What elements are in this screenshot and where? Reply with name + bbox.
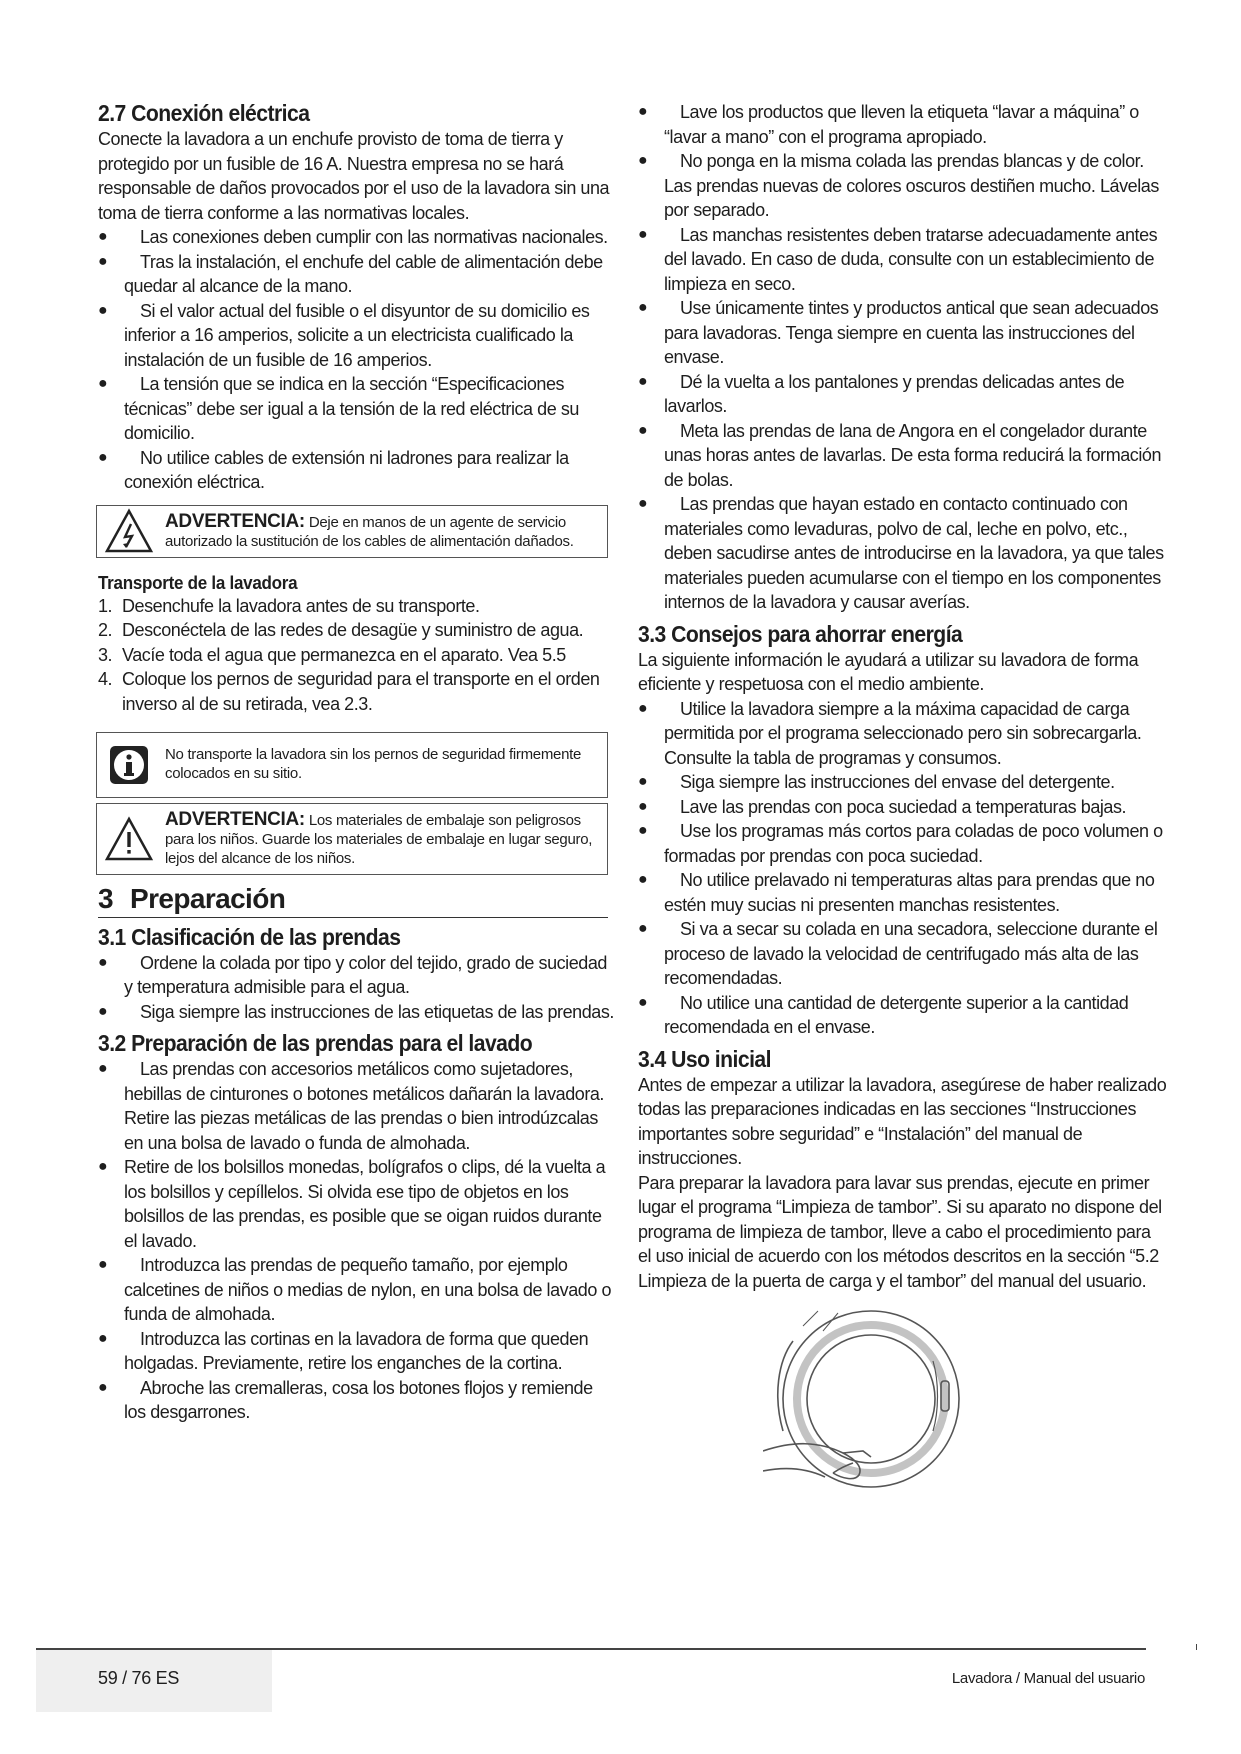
chapter-title: 3 Preparación [98, 883, 608, 918]
list-item: ● No ponga en la misma colada las prendas blancas y de color. Las prendas nuevas de colores oscuros destiñen mucho. Lávelas por separado. [638, 151, 1159, 220]
list-item: 2. Desconéctela de las redes de desagüe y suministro de agua. [98, 620, 584, 640]
list-item: ● Introduzca las prendas de pequeño tamaño, por ejemplo calcetines de niños o medias de nylon, en una bolsa de lavado o funda de almohada. [98, 1255, 612, 1324]
section-2-7-title: 2.7 Conexión eléctrica [98, 100, 310, 126]
footer-divider [36, 1648, 1146, 1650]
list-item: ● Lave las prendas con poca suciedad a temperaturas bajas. [638, 796, 1127, 817]
section-3-1-list [98, 951, 618, 1025]
list-item: ● Use los programas más cortos para coladas de poco volumen o formadas por prendas con poca suciedad. [638, 821, 1163, 866]
section-2-7-intro: Conecte la lavadora a un enchufe provisto de toma de tierra y protegido por un fusible de 16 A. Nuestra empresa no se hará responsable de daños provocados por el uso de la lavadora sin una toma de tierra conforme a las normativas locales. [98, 129, 610, 223]
section-3-4-paragraph-2: Para preparar la lavadora para lavar sus prendas, ejecute en primer lugar el programa “Limpieza de tambor”. Si su aparato no dispone del programa de limpieza de tambor, lleve a cabo el procedimiento para el uso inicial de acuerdo con los métodos descritos en la sección “5.2 Limpieza de la puerta de carga y el tambor” del manual del usuario. [638, 1172, 1162, 1291]
info-text: No transporte la lavadora sin los pernos de seguridad firmemente colocados en su sitio. [165, 746, 582, 782]
list-item: ● Si va a secar su colada en una secadora, seleccione durante el proceso de lavado la velocidad de centrifugado más alta de las recomendadas. [638, 919, 1158, 988]
transport-steps [98, 594, 618, 717]
packaging-warning-box [96, 803, 608, 875]
packaging-warning-text: ADVERTENCIA: Los materiales de embalaje son peligrosos para los niños. Guarde los materiales de embalaje en lugar seguro, lejos del alcance de los niños. [165, 808, 593, 867]
document-title: Lavadora / Manual del usuario [951, 1670, 1145, 1687]
section-3-4-title: 3.4 Uso inicial [638, 1045, 771, 1072]
section-3-1-title: 3.1 Clasificación de las prendas [98, 923, 401, 950]
section-2-7-list [98, 225, 618, 495]
list-item: ● Las prendas que hayan estado en contacto continuado con materiales como levaduras, polvo de cal, leche en polvo, etc., deben sacudirse antes de introducirse en la lavadora, ya que tales materiales pueden acumularse con el tiempo en los componentes internos de la lavadora y causar averías. [638, 494, 1164, 612]
section-3-2-list [98, 1057, 618, 1425]
list-item: ● Introduzca las cortinas en la lavadora de forma que queden holgadas. Previamente, retire los enganches de la cortina. [98, 1328, 589, 1373]
electric-warning-text: ADVERTENCIA: Deje en manos de un agente de servicio autorizado la sustitución de los cables de alimentación dañados. [165, 510, 574, 550]
list-item: ● Meta las prendas de lana de Angora en el congelador durante unas horas antes de lavarlas. De esta forma reducirá la formación de bolas. [638, 420, 1162, 490]
list-item: ● No utilice prelavado ni temperaturas altas para prendas que no estén muy sucias ni presenten manchas resistentes. [638, 870, 1155, 915]
left-column [98, 100, 618, 1425]
list-item: ● Ordene la colada por tipo y color del tejido, grado de suciedad y temperatura admisible para el agua. [98, 952, 607, 997]
list-item: ● Use únicamente tintes y productos antical que sean adecuados para lavadoras. Tenga siempre en cuenta las instrucciones del envase. [638, 298, 1159, 367]
list-item: ● Si el valor actual del fusible o el disyuntor de su domicilio es inferior a 16 amperios, solicite a un electricista cualificado la instalación de un fusible de 16 amperios. [98, 300, 590, 370]
list-item: 1. Desenchufe la lavadora antes de su transporte. [98, 595, 480, 616]
list-item: 4. Coloque los pernos de seguridad para el transporte en el orden inverso al de su retirada, vea 2.3. [98, 669, 600, 714]
drum-cleaning-illustration [763, 1301, 963, 1501]
transport-title: Transporte de la lavadora [98, 571, 298, 593]
list-item: ● Las conexiones deben cumplir con las normativas nacionales. [98, 227, 608, 247]
section-3-3-intro: La siguiente información le ayudará a utilizar su lavadora de forma eficiente y respetuosa con el medio ambiente. [638, 649, 1139, 694]
list-item: ● Retire de los bolsillos monedas, bolígrafos o clips, dé la vuelta a los bolsillos y cepíllelos. Si olvida ese tipo de objetos en los bolsillos de las prendas, es posible que se oigan ruidos durante el lavado. [98, 1157, 606, 1251]
electric-hazard-icon [97, 506, 161, 557]
footer-tick [1196, 1644, 1197, 1650]
list-item: ● Tras la instalación, el enchufe del cable de alimentación debe quedar al alcance de la mano. [98, 251, 603, 296]
right-column [638, 100, 1168, 1501]
list-item: ● No utilice cables de extensión ni ladrones para realizar la conexión eléctrica. [98, 447, 569, 492]
list-item: 3. Vacíe toda el agua que permanezca en el aparato. Vea 5.5 [98, 644, 566, 665]
list-item: ● Las manchas resistentes deben tratarse adecuadamente antes del lavado. En caso de duda, consulte con un establecimiento de limpieza en seco. [638, 224, 1158, 294]
list-item: ● La tensión que se indica en la sección “Especificaciones técnicas” debe ser igual a la tensión de la red eléctrica de su domicilio. [98, 374, 579, 443]
list-item: ● Lave los productos que lleven la etiqueta “lavar a máquina” o “lavar a mano” con el programa apropiado. [638, 102, 1139, 147]
list-item: ● Utilice la lavadora siempre a la máxima capacidad de carga permitida por el programa seleccionado pero sin sobrecargarla. Consulte la tabla de programas y consumos. [638, 698, 1142, 768]
list-item: ● No utilice una cantidad de detergente superior a la cantidad recomendada en el envase. [638, 992, 1129, 1037]
list-item: ● Siga siempre las instrucciones de las etiquetas de las prendas. [98, 1001, 614, 1022]
list-item: ● Siga siempre las instrucciones del envase del detergente. [638, 772, 1115, 792]
list-item: ● Abroche las cremalleras, cosa los botones flojos y remiende los desgarrones. [98, 1377, 593, 1422]
info-box [96, 732, 608, 798]
warning-triangle-icon [97, 804, 161, 874]
list-item: ● Las prendas con accesorios metálicos como sujetadores, hebillas de cinturones o botones metálicos dañarán la lavadora. Retire las piezas metálicas de las prendas o bien introdúzcalas en una bolsa de lavado o funda de almohada. [98, 1059, 604, 1153]
electric-warning-box [96, 505, 608, 558]
section-3-2-title: 3.2 Preparación de las prendas para el lavado [98, 1030, 533, 1056]
section-3-3-list [638, 697, 1168, 1040]
list-item: ● Dé la vuelta a los pantalones y prendas delicadas antes de lavarlos. [638, 371, 1125, 416]
section-3-3-title: 3.3 Consejos para ahorrar energía [638, 620, 963, 647]
section-3-2-continued-list [638, 100, 1168, 615]
page-number: 59 / 76 ES [98, 1668, 180, 1688]
section-3-4-paragraph-1: Antes de empezar a utilizar la lavadora, asegúrese de haber realizado todas las preparaciones indicadas en las secciones “Instrucciones importantes sobre seguridad” e “Instalación” del manual de instrucciones. [638, 1074, 1167, 1168]
info-icon [97, 733, 161, 797]
